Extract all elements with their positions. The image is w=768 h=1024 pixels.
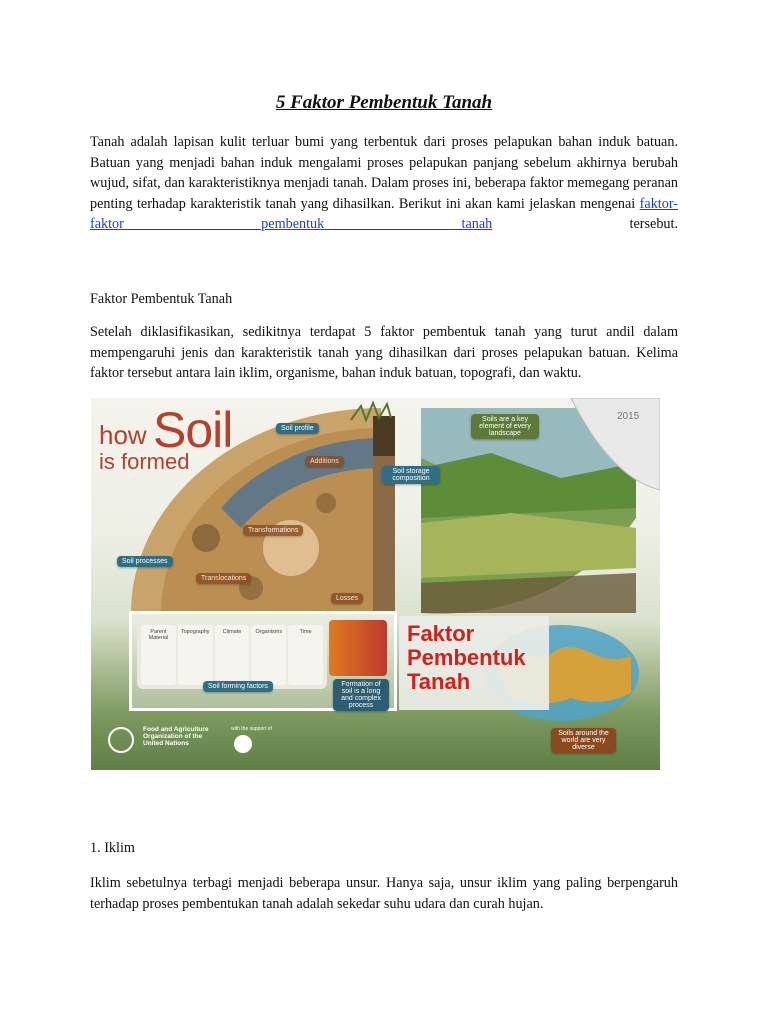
intro-after-link: tersebut. <box>629 216 678 233</box>
faktor-line-2: Pembentuk <box>407 645 526 670</box>
soil-profile-label: Soil profile <box>276 423 319 434</box>
factor-topography: Topography <box>178 625 213 685</box>
factor-parent-material: Parent Material <box>141 625 176 685</box>
fao-logo-icon <box>109 728 133 752</box>
fao-label: Food and Agriculture Organization of the United Nations <box>143 726 209 747</box>
soil-title: Soil <box>153 402 233 458</box>
translocations-label: Translocations <box>196 573 251 584</box>
soil-storage-label: Soil storage composition <box>382 466 440 484</box>
soils-around-label: Soils around the world are very diverse <box>551 728 616 753</box>
soil-processes-label: Soil processes <box>117 556 173 567</box>
key-element-label: Soils are a key element of every landscape <box>471 414 539 439</box>
factor-time: Time <box>288 625 323 685</box>
transformations-label: Transformations <box>243 525 303 536</box>
soil-forming-factors-label: Soil forming factors <box>203 681 273 692</box>
factor-strip <box>137 621 327 689</box>
subheading-iklim: 1. Iklim <box>90 840 135 856</box>
iklim-paragraph: Iklim sebetulnya terbagi menjadi beberapa unsur. Hanya saja, unsur iklim yang paling berpengaruh terhadap proses pembentukan tanah adalah sekedar suhu udara dan curah hujan. <box>90 875 678 912</box>
faktor-link[interactable]: faktor-faktor pembentuk tanah <box>90 195 678 233</box>
how-text: how <box>99 420 147 450</box>
is-formed-text: is formed <box>99 449 190 474</box>
soil-column-top <box>373 416 395 456</box>
support-logo-icon <box>234 735 252 753</box>
pore-1 <box>192 524 220 552</box>
factor-organisms: Organisms <box>251 625 286 685</box>
faktor-line-3: Tanah <box>407 669 471 694</box>
year-label: 2015 <box>617 411 640 422</box>
additions-label: Additions <box>305 456 344 467</box>
faktor-line-1: Faktor <box>407 621 475 646</box>
formation-note-label: Formation of soil is a long and complex process <box>333 679 389 711</box>
section-paragraph: Setelah diklasifikasikan, sedikitnya terdapat 5 faktor pembentuk tanah yang turut andil dalam mempengaruhi jenis dan karakteristik tanah yang dihasilkan dari proses pelapukan batuan. Kelima faktor tersebut antara lain iklim, organisme, bahan induk batuan, topografi, dan waktu. <box>90 324 678 382</box>
support-label: with the support of <box>231 726 272 732</box>
faktor-overlay <box>399 616 549 710</box>
page-title: 5 Faktor Pembentuk Tanah <box>275 92 493 113</box>
time-scale-box <box>329 620 387 676</box>
soil-infographic <box>91 398 660 770</box>
intro-text: Tanah adalah lapisan kulit terluar bumi yang terbentuk dari proses pelapukan bahan induk batuan. Batuan yang menjadi bahan induk mengalami proses pelapukan panjang sebelum akhirnya berubah wujud, sifat, dan karakteristiknya menjadi tanah. Dalam proses ini, beberapa faktor memegang peranan penting terhadap karakteristik tanah yang dihasilkan. Berikut ini akan kami jelaskan mengenai <box>90 134 678 212</box>
pore-2 <box>316 493 336 513</box>
factor-climate: Climate <box>215 625 250 685</box>
intro-paragraph <box>90 132 678 235</box>
losses-label: Losses <box>331 593 363 604</box>
section-heading: Faktor Pembentuk Tanah <box>90 291 233 307</box>
